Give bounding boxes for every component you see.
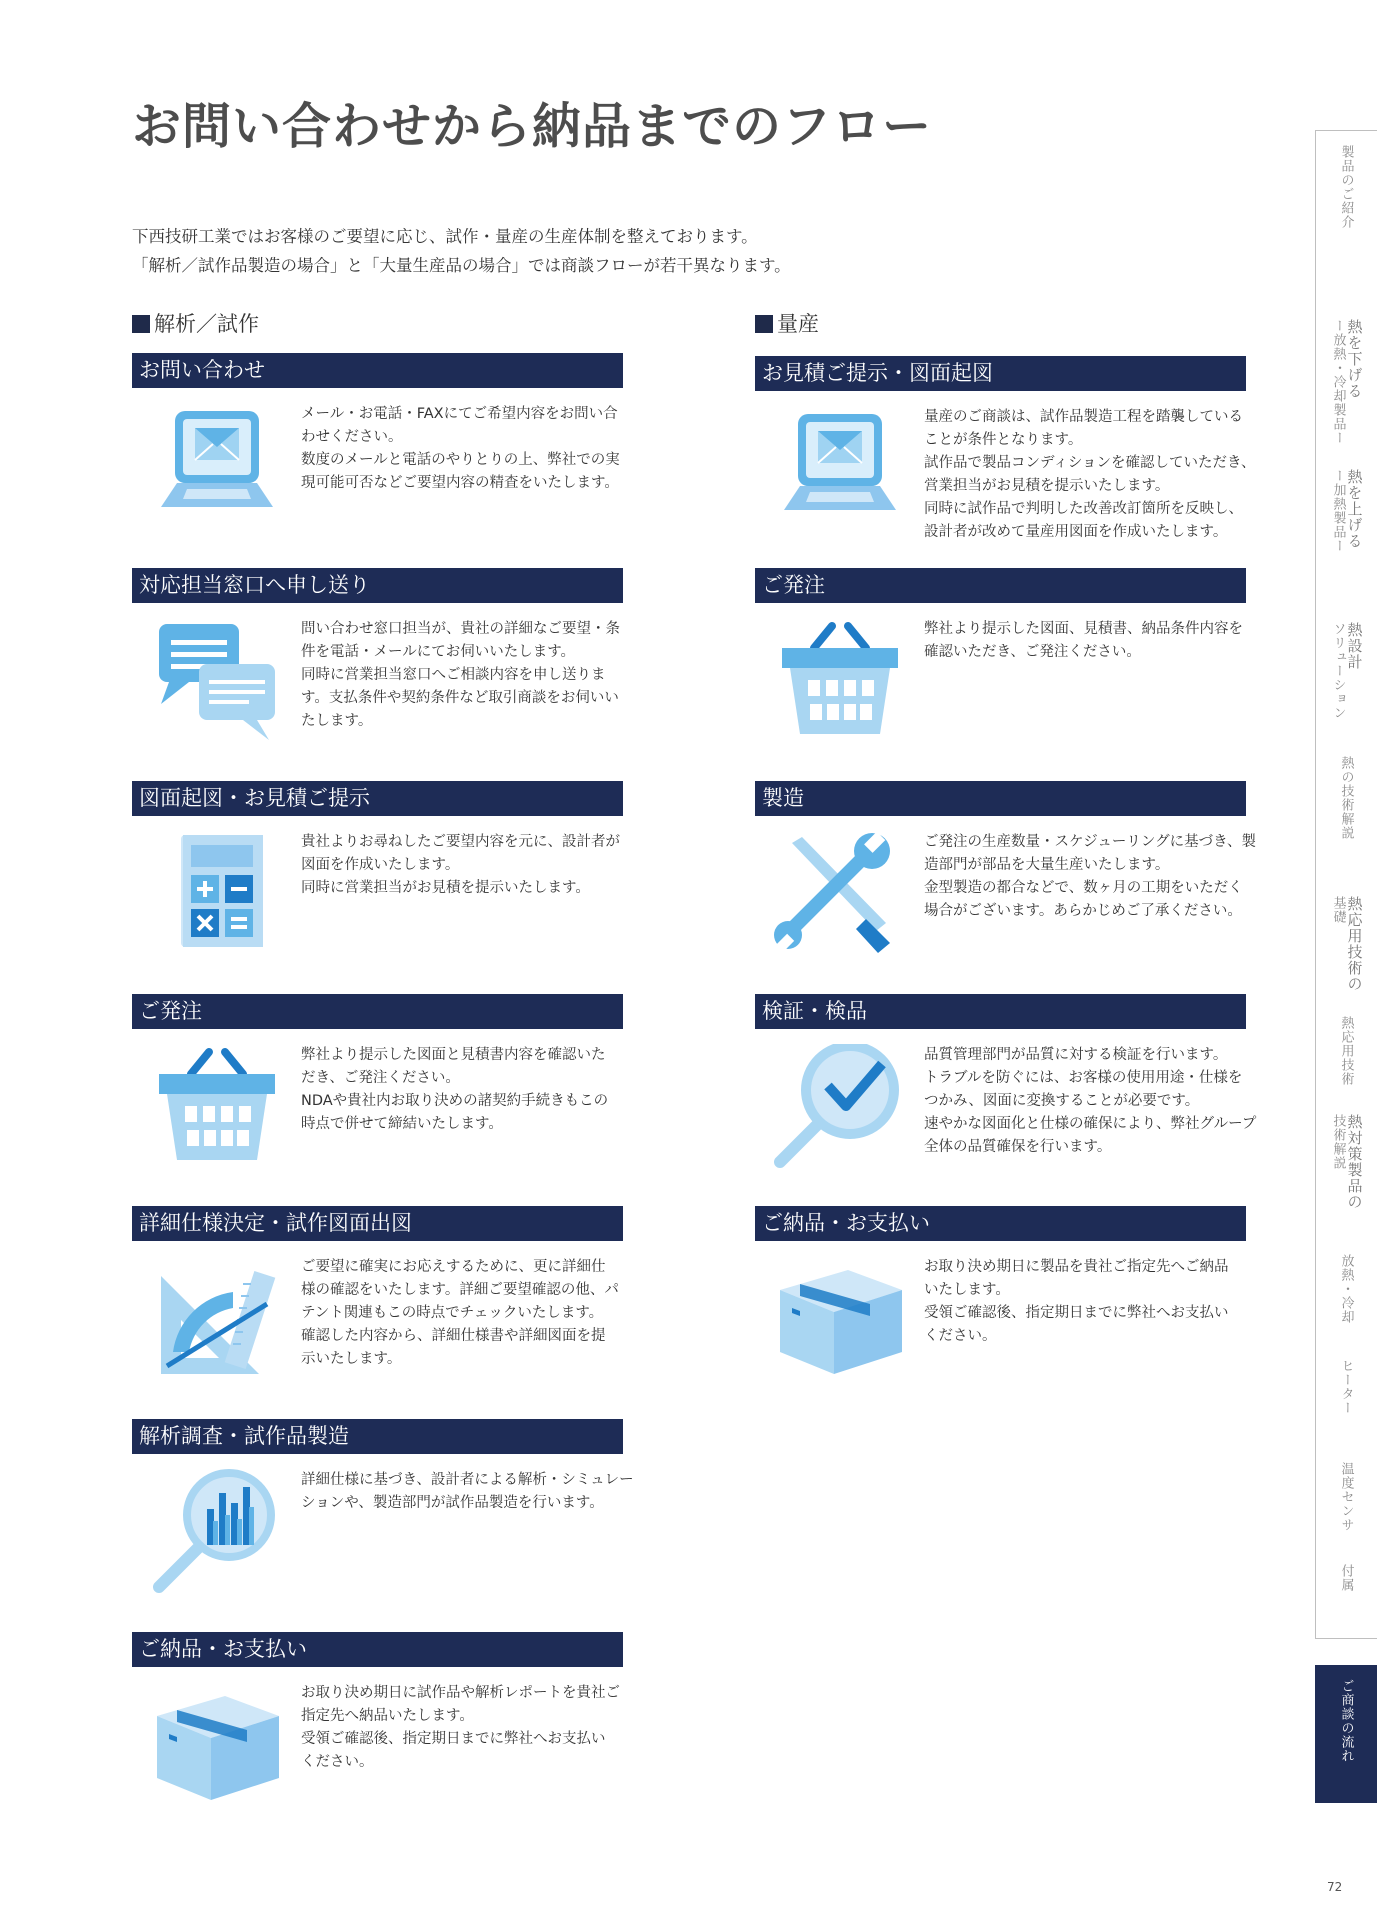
side-tab-label: ー加熱製品ー	[1330, 469, 1346, 553]
right-column-heading	[755, 308, 819, 338]
drafting-tools-icon	[147, 1256, 287, 1381]
step-description-line: 現可能可否などご要望内容の精査をいたします。	[301, 475, 619, 491]
package-box-icon	[770, 1256, 910, 1381]
wrench-screwdriver-icon	[770, 831, 910, 956]
side-tab[interactable]	[1315, 1550, 1377, 1639]
step-title-bar: ご納品・お支払い	[132, 1632, 623, 1667]
step-description	[301, 1469, 634, 1515]
side-tab-label: 熱対策製品の	[1345, 1114, 1364, 1210]
square-bullet-icon	[132, 315, 150, 333]
flow-step	[755, 994, 1257, 1155]
flow-step	[755, 568, 1246, 660]
flow-step	[132, 568, 623, 729]
side-tab-label: 熱応用技術	[1338, 1016, 1354, 1086]
intro-line: 下西技研工業ではお客様のご要望に応じ、試作・量産の生産体制を整えております。	[132, 227, 758, 246]
step-description-line: す。支払条件や契約条件など取引商談をお伺いい	[301, 690, 619, 706]
left-heading-label: 解析／試作	[154, 312, 259, 336]
flow-step	[132, 994, 623, 1132]
right-heading-label: 量産	[777, 312, 819, 336]
step-description-line: わせください。	[301, 429, 403, 445]
step-description-line: 図面を作成いたします。	[301, 857, 460, 873]
side-tab[interactable]	[1315, 305, 1377, 456]
step-description-line: だき、ご発注ください。	[301, 1070, 460, 1086]
step-description-line: ください。	[924, 1328, 997, 1344]
basket-icon	[770, 618, 910, 743]
step-description-line: いたします。	[924, 1282, 1010, 1298]
side-tab-label: 熱応用技術の	[1345, 896, 1364, 992]
side-tab-label: 熱を上げる	[1345, 469, 1364, 549]
step-title-bar: 図面起図・お見積ご提示	[132, 781, 623, 816]
step-description	[924, 618, 1246, 664]
step-description-line: ください。	[301, 1754, 374, 1770]
step-description-line: ご要望に確実にお応えするために、更に詳細仕	[301, 1259, 606, 1275]
step-description-line: 示いたします。	[301, 1351, 402, 1367]
side-tab-label: 熱の技術解説	[1338, 756, 1354, 840]
side-tab[interactable]	[1315, 1665, 1377, 1803]
step-description-line: 営業担当がお見積を提示いたします。	[924, 478, 1170, 494]
step-description-line: 品質管理部門が品質に対する検証を行います。	[924, 1047, 1228, 1063]
step-description-line: 同時に営業担当がお見積を提示いたします。	[301, 880, 590, 896]
step-description-line: 量産のご商談は、試作品製造工程を踏襲している	[924, 409, 1243, 425]
step-description	[301, 1044, 623, 1136]
step-description-line: 金型製造の都合などで、数ヶ月の工期をいただく	[924, 880, 1243, 896]
intro-text	[132, 222, 791, 280]
flow-step	[755, 1206, 1246, 1344]
side-tab[interactable]	[1315, 742, 1377, 883]
step-description	[301, 403, 623, 495]
package-box-icon	[147, 1682, 287, 1807]
basket-icon	[147, 1044, 287, 1169]
step-description-line: お取り決め期日に試作品や解析レポートを貴社ご	[301, 1685, 620, 1701]
side-tab-label: 製品のご紹介	[1338, 145, 1354, 229]
step-description-line: 場合がございます。あらかじめご了承ください。	[924, 903, 1242, 919]
step-description-line: 受領ご確認後、指定期日までに弊社へお支払い	[924, 1305, 1229, 1321]
side-index-tabs	[1315, 130, 1377, 1800]
flow-step	[755, 781, 1257, 919]
side-tab[interactable]	[1315, 455, 1377, 609]
step-description	[301, 618, 623, 733]
laptop-mail-icon	[770, 406, 910, 531]
side-tab[interactable]	[1315, 1345, 1377, 1449]
step-description-line: 数度のメールと電話のやりとりの上、弊社での実	[301, 452, 620, 468]
step-description-line: 確認した内容から、詳細仕様書や詳細図面を提	[301, 1328, 606, 1344]
side-tab[interactable]	[1315, 130, 1377, 307]
step-description-line: 速やかな図面化と仕様の確保により、弊社グループ	[924, 1116, 1257, 1132]
side-tab[interactable]	[1315, 608, 1377, 743]
side-tab-label: 付属	[1338, 1564, 1354, 1592]
step-description-line: テント関連もこの時点でチェックいたします。	[301, 1305, 604, 1321]
side-tab-label: 技術解説	[1330, 1114, 1346, 1170]
step-description	[301, 831, 623, 900]
step-description-line: 確認いただき、ご発注ください。	[924, 644, 1141, 660]
step-description-line: 問い合わせ窓口担当が、貴社の詳細なご要望・条	[301, 621, 620, 637]
step-description-line: たします。	[301, 713, 373, 729]
step-description-line: 同時に営業担当窓口へご相談内容を申し送りま	[301, 667, 606, 683]
step-description	[301, 1682, 623, 1774]
step-title-bar: ご納品・お支払い	[755, 1206, 1246, 1241]
flow-step	[132, 353, 623, 491]
step-description-line: 弊社より提示した図面と見積書内容を確認いた	[301, 1047, 606, 1063]
side-tab-label: 基礎	[1330, 896, 1346, 924]
chat-bubbles-icon	[147, 618, 287, 743]
side-tab[interactable]	[1315, 1100, 1377, 1241]
calculator-icon	[147, 831, 287, 956]
step-title-bar: ご発注	[755, 568, 1246, 603]
square-bullet-icon	[755, 315, 773, 333]
flow-step	[132, 1206, 623, 1367]
step-description	[924, 831, 1257, 923]
side-tab-label: 熱設計	[1345, 622, 1364, 670]
side-tab[interactable]	[1315, 1002, 1377, 1101]
step-description-line: 指定先へ納品いたします。	[301, 1708, 474, 1724]
side-tab[interactable]	[1315, 1448, 1377, 1551]
step-title-bar: 製造	[755, 781, 1246, 816]
step-description-line: 貴社よりお尋ねしたご要望内容を元に、設計者が	[301, 834, 620, 850]
side-tab[interactable]	[1315, 882, 1377, 1003]
magnifier-chart-icon	[147, 1469, 287, 1594]
step-description-line: 設計者が改めて量産用図面を作成いたします。	[924, 524, 1228, 540]
flow-step	[132, 1419, 634, 1511]
step-description-line: ションや、製造部門が試作品製造を行います。	[301, 1495, 604, 1511]
step-description-line: お取り決め期日に製品を貴社ご指定先へご納品	[924, 1259, 1229, 1275]
page-title: お問い合わせから納品までのフロー	[132, 98, 933, 155]
step-title-bar: お問い合わせ	[132, 353, 623, 388]
step-description-line: トラブルを防ぐには、お客様の使用用途・仕様を	[924, 1070, 1243, 1086]
side-tab-label: 放熱・冷却	[1338, 1254, 1354, 1324]
step-description-line: 弊社より提示した図面、見積書、納品条件内容を	[924, 621, 1243, 637]
side-tab-label: ヒーター	[1338, 1359, 1354, 1415]
step-description-line: 件を電話・メールにてお伺いいたします。	[301, 644, 576, 660]
flow-step	[132, 781, 623, 896]
step-description-line: 時点で併せて締結いたします。	[301, 1116, 503, 1132]
step-description-line: 全体の品質確保を行います。	[924, 1139, 1112, 1155]
side-tab-label: 熱を下げる	[1345, 319, 1364, 399]
step-description-line: 同時に試作品で判明した改善改訂箇所を反映し、	[924, 501, 1243, 517]
side-tab[interactable]	[1315, 1240, 1377, 1346]
side-tab-label: ご商談の流れ	[1338, 1679, 1354, 1763]
step-title-bar: ご発注	[132, 994, 623, 1029]
intro-line: 「解析／試作品製造の場合」と「大量生産品の場合」では商談フローが若干異なります。	[132, 256, 791, 275]
left-column-heading	[132, 308, 259, 338]
step-description-line: 様の確認をいたします。詳細ご要望確認の他、パ	[301, 1282, 619, 1298]
page-number: 72	[1327, 1880, 1343, 1894]
step-description-line: 詳細仕様に基づき、設計者による解析・シミュレー	[301, 1472, 634, 1488]
magnifier-check-icon	[770, 1044, 910, 1169]
flow-step	[132, 1632, 623, 1770]
step-description-line: 試作品で製品コンディションを確認していただき、	[924, 455, 1256, 471]
step-title-bar: 検証・検品	[755, 994, 1246, 1029]
step-title-bar: 解析調査・試作品製造	[132, 1419, 623, 1454]
step-description-line: NDAや貴社内お取り決めの諸契約手続きもこの	[301, 1093, 609, 1109]
step-description	[924, 406, 1256, 544]
step-description	[301, 1256, 623, 1371]
flow-step	[755, 356, 1256, 540]
step-title-bar: お見積ご提示・図面起図	[755, 356, 1246, 391]
step-description-line: ご発注の生産数量・スケジューリングに基づき、製	[924, 834, 1257, 850]
step-title-bar: 詳細仕様決定・試作図面出図	[132, 1206, 623, 1241]
step-description-line: メール・お電話・FAXにてご希望内容をお問い合	[301, 406, 618, 422]
laptop-mail-icon	[147, 403, 287, 528]
step-description-line: つかみ、図面に変換することが必要です。	[924, 1093, 1200, 1109]
side-tab-label: 温度センサ	[1338, 1462, 1354, 1532]
step-description-line: ことが条件となります。	[924, 432, 1083, 448]
step-description	[924, 1044, 1257, 1159]
step-description-line: 受領ご確認後、指定期日までに弊社へお支払い	[301, 1731, 606, 1747]
step-description-line: 造部門が部品を大量生産いたします。	[924, 857, 1170, 873]
step-description	[924, 1256, 1246, 1348]
side-tab-label: ソリューション	[1330, 622, 1346, 720]
side-tab-label: ー放熱・冷却製品ー	[1330, 319, 1346, 445]
step-title-bar: 対応担当窓口へ申し送り	[132, 568, 623, 603]
